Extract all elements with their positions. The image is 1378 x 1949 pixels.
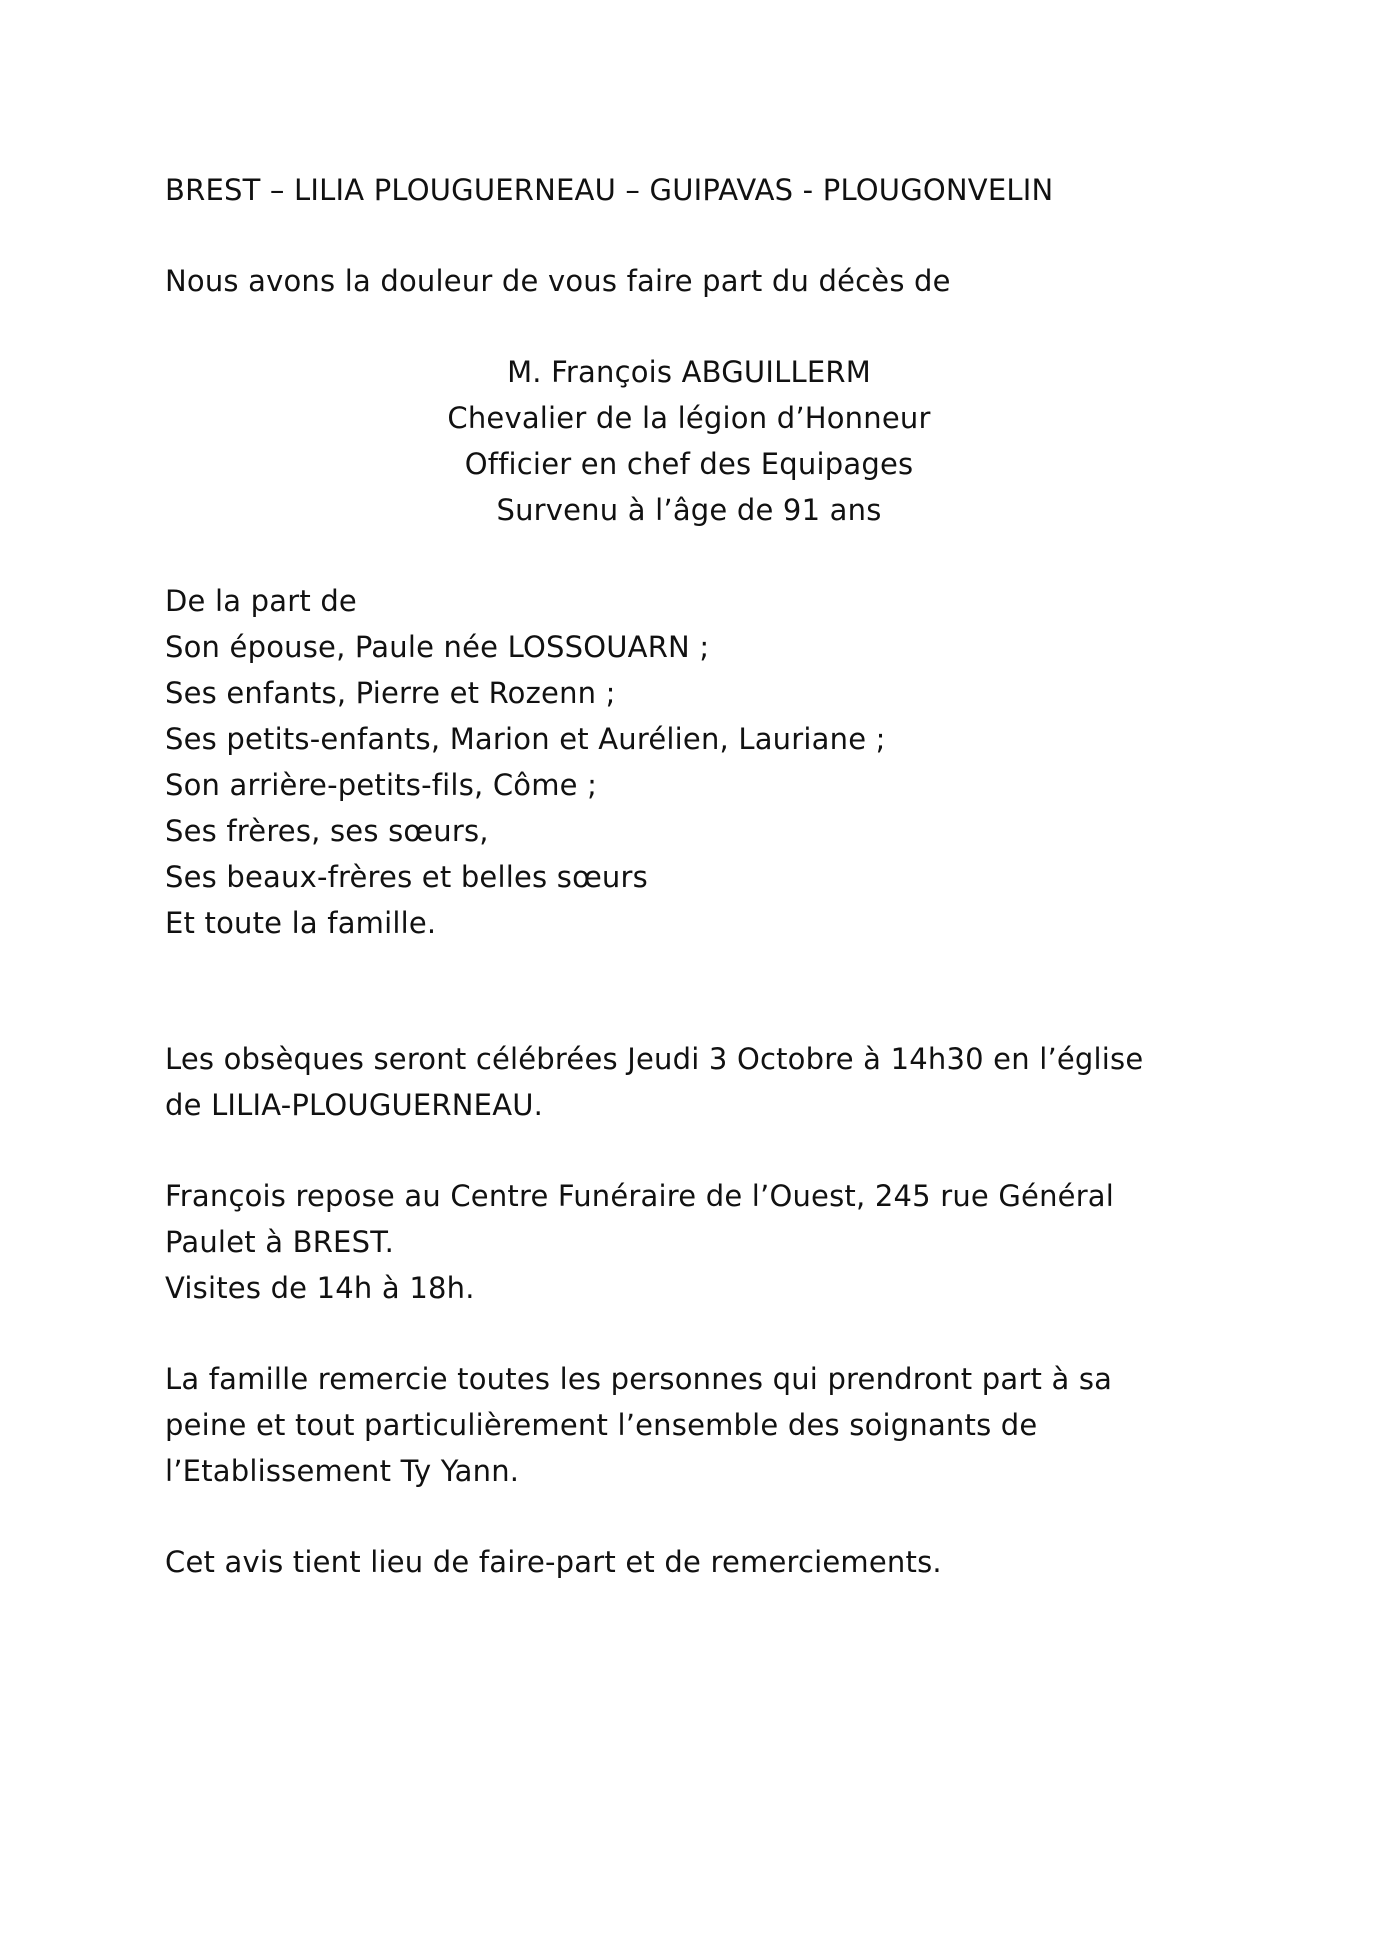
locations-header: BREST – LILIA PLOUGUERNEAU – GUIPAVAS - PLOUGONVELIN [165, 173, 1054, 207]
visits-line: Visites de 14h à 18h. [165, 1271, 475, 1305]
deceased-age: Survenu à l’âge de 91 ans [496, 493, 882, 527]
family-line: Ses enfants, Pierre et Rozenn ; [165, 676, 616, 710]
family-line: Son arrière-petits-fils, Côme ; [165, 768, 598, 802]
rest-line-2: Paulet à BREST. [165, 1225, 395, 1259]
deceased-title-2: Officier en chef des Equipages [464, 447, 914, 481]
family-line: Ses beaux-frères et belles sœurs [165, 860, 648, 894]
thanks-line-1: La famille remercie toutes les personnes qui prendront part à sa [165, 1362, 1113, 1396]
intro-text: Nous avons la douleur de vous faire part du décès de [165, 264, 951, 298]
funeral-line-1: Les obsèques seront célébrées Jeudi 3 Octobre à 14h30 en l’église [165, 1042, 1144, 1076]
rest-line-1: François repose au Centre Funéraire de l’Ouest, 245 rue Général [165, 1179, 1115, 1213]
family-line: Ses frères, ses sœurs, [165, 814, 489, 848]
funeral-line-2: de LILIA-PLOUGUERNEAU. [165, 1088, 544, 1122]
thanks-line-2: peine et tout particulièrement l’ensemble des soignants de [165, 1408, 1038, 1442]
thanks-line-3: l’Etablissement Ty Yann. [165, 1454, 520, 1488]
family-line: Et toute la famille. [165, 906, 437, 940]
closing-text: Cet avis tient lieu de faire-part et de remerciements. [165, 1545, 942, 1579]
deceased-name: M. François ABGUILLERM [507, 355, 871, 389]
deceased-title-1: Chevalier de la légion d’Honneur [447, 401, 931, 435]
family-heading: De la part de [165, 584, 357, 618]
family-line: Son épouse, Paule née LOSSOUARN ; [165, 630, 710, 664]
family-line: Ses petits-enfants, Marion et Aurélien, Lauriane ; [165, 722, 886, 756]
